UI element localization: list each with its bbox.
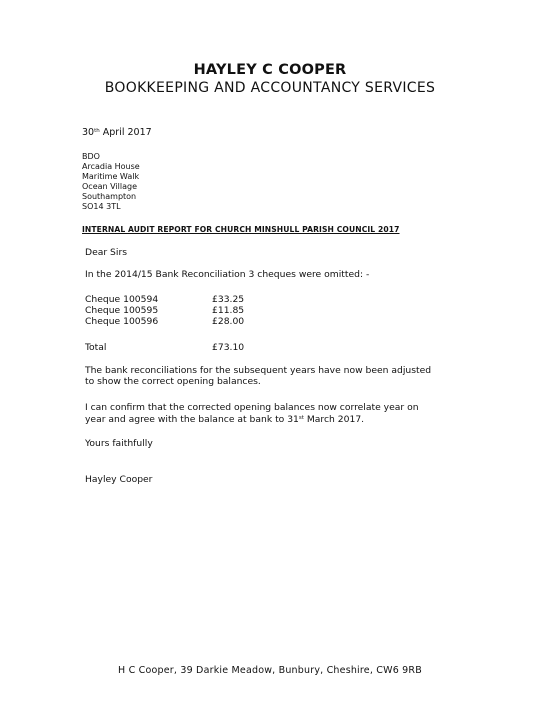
salutation: Dear Sirs <box>85 247 128 258</box>
recipient-address <box>82 152 140 212</box>
date-day: 30 <box>82 127 95 138</box>
cheque-label: Cheque 100594 <box>85 294 159 305</box>
cheque-amount: £28.00 <box>212 316 245 327</box>
address-line: Maritime Walk <box>82 172 140 181</box>
cheque-amount: £11.85 <box>212 305 245 316</box>
address-line: Arcadia House <box>82 162 140 171</box>
cheque-amount: £33.25 <box>212 294 245 305</box>
address-line: BDO <box>82 152 100 161</box>
address-line: Southampton <box>82 192 137 201</box>
closing-text: Yours faithfully <box>85 438 153 449</box>
total-label: Total <box>85 342 107 353</box>
letterhead-name: HAYLEY C COOPER <box>193 62 347 78</box>
paragraph-adjustment <box>85 365 431 387</box>
address-line: SO14 3TL <box>82 202 121 211</box>
intro-text: In the 2014/15 Bank Reconciliation 3 cheques were omitted: - <box>85 269 370 280</box>
signature-name: Hayley Cooper <box>85 474 153 485</box>
total-row <box>85 342 385 353</box>
date-rest: April 2017 <box>99 127 152 138</box>
letter-date <box>82 127 152 138</box>
paragraph-line: I can confirm that the corrected opening balances now correlate year on <box>85 402 419 413</box>
paragraph-line: The bank reconciliations for the subsequent years have now been adjusted <box>85 365 432 376</box>
paragraph-line: to show the correct opening balances. <box>85 376 261 387</box>
cheque-label: Cheque 100595 <box>85 305 159 316</box>
date-suffix: th <box>94 128 100 134</box>
address-line: Ocean Village <box>82 182 137 191</box>
cheque-label: Cheque 100596 <box>85 316 159 327</box>
paragraph-text: March 2017. <box>303 414 365 425</box>
subject-heading: INTERNAL AUDIT REPORT FOR CHURCH MINSHULL PARISH COUNCIL 2017 <box>82 225 400 234</box>
paragraph-text: year and agree with the balance at bank to 31 <box>85 414 299 425</box>
footer-address: H C Cooper, 39 Darkie Meadow, Bunbury, Cheshire, CW6 9RB <box>118 665 422 676</box>
total-amount: £73.10 <box>212 342 245 353</box>
letterhead-tagline: BOOKKEEPING AND ACCOUNTANCY SERVICES <box>104 80 436 96</box>
ordinal-suffix: st <box>298 415 304 421</box>
paragraph-line <box>85 413 419 425</box>
paragraph-confirmation <box>85 402 419 425</box>
